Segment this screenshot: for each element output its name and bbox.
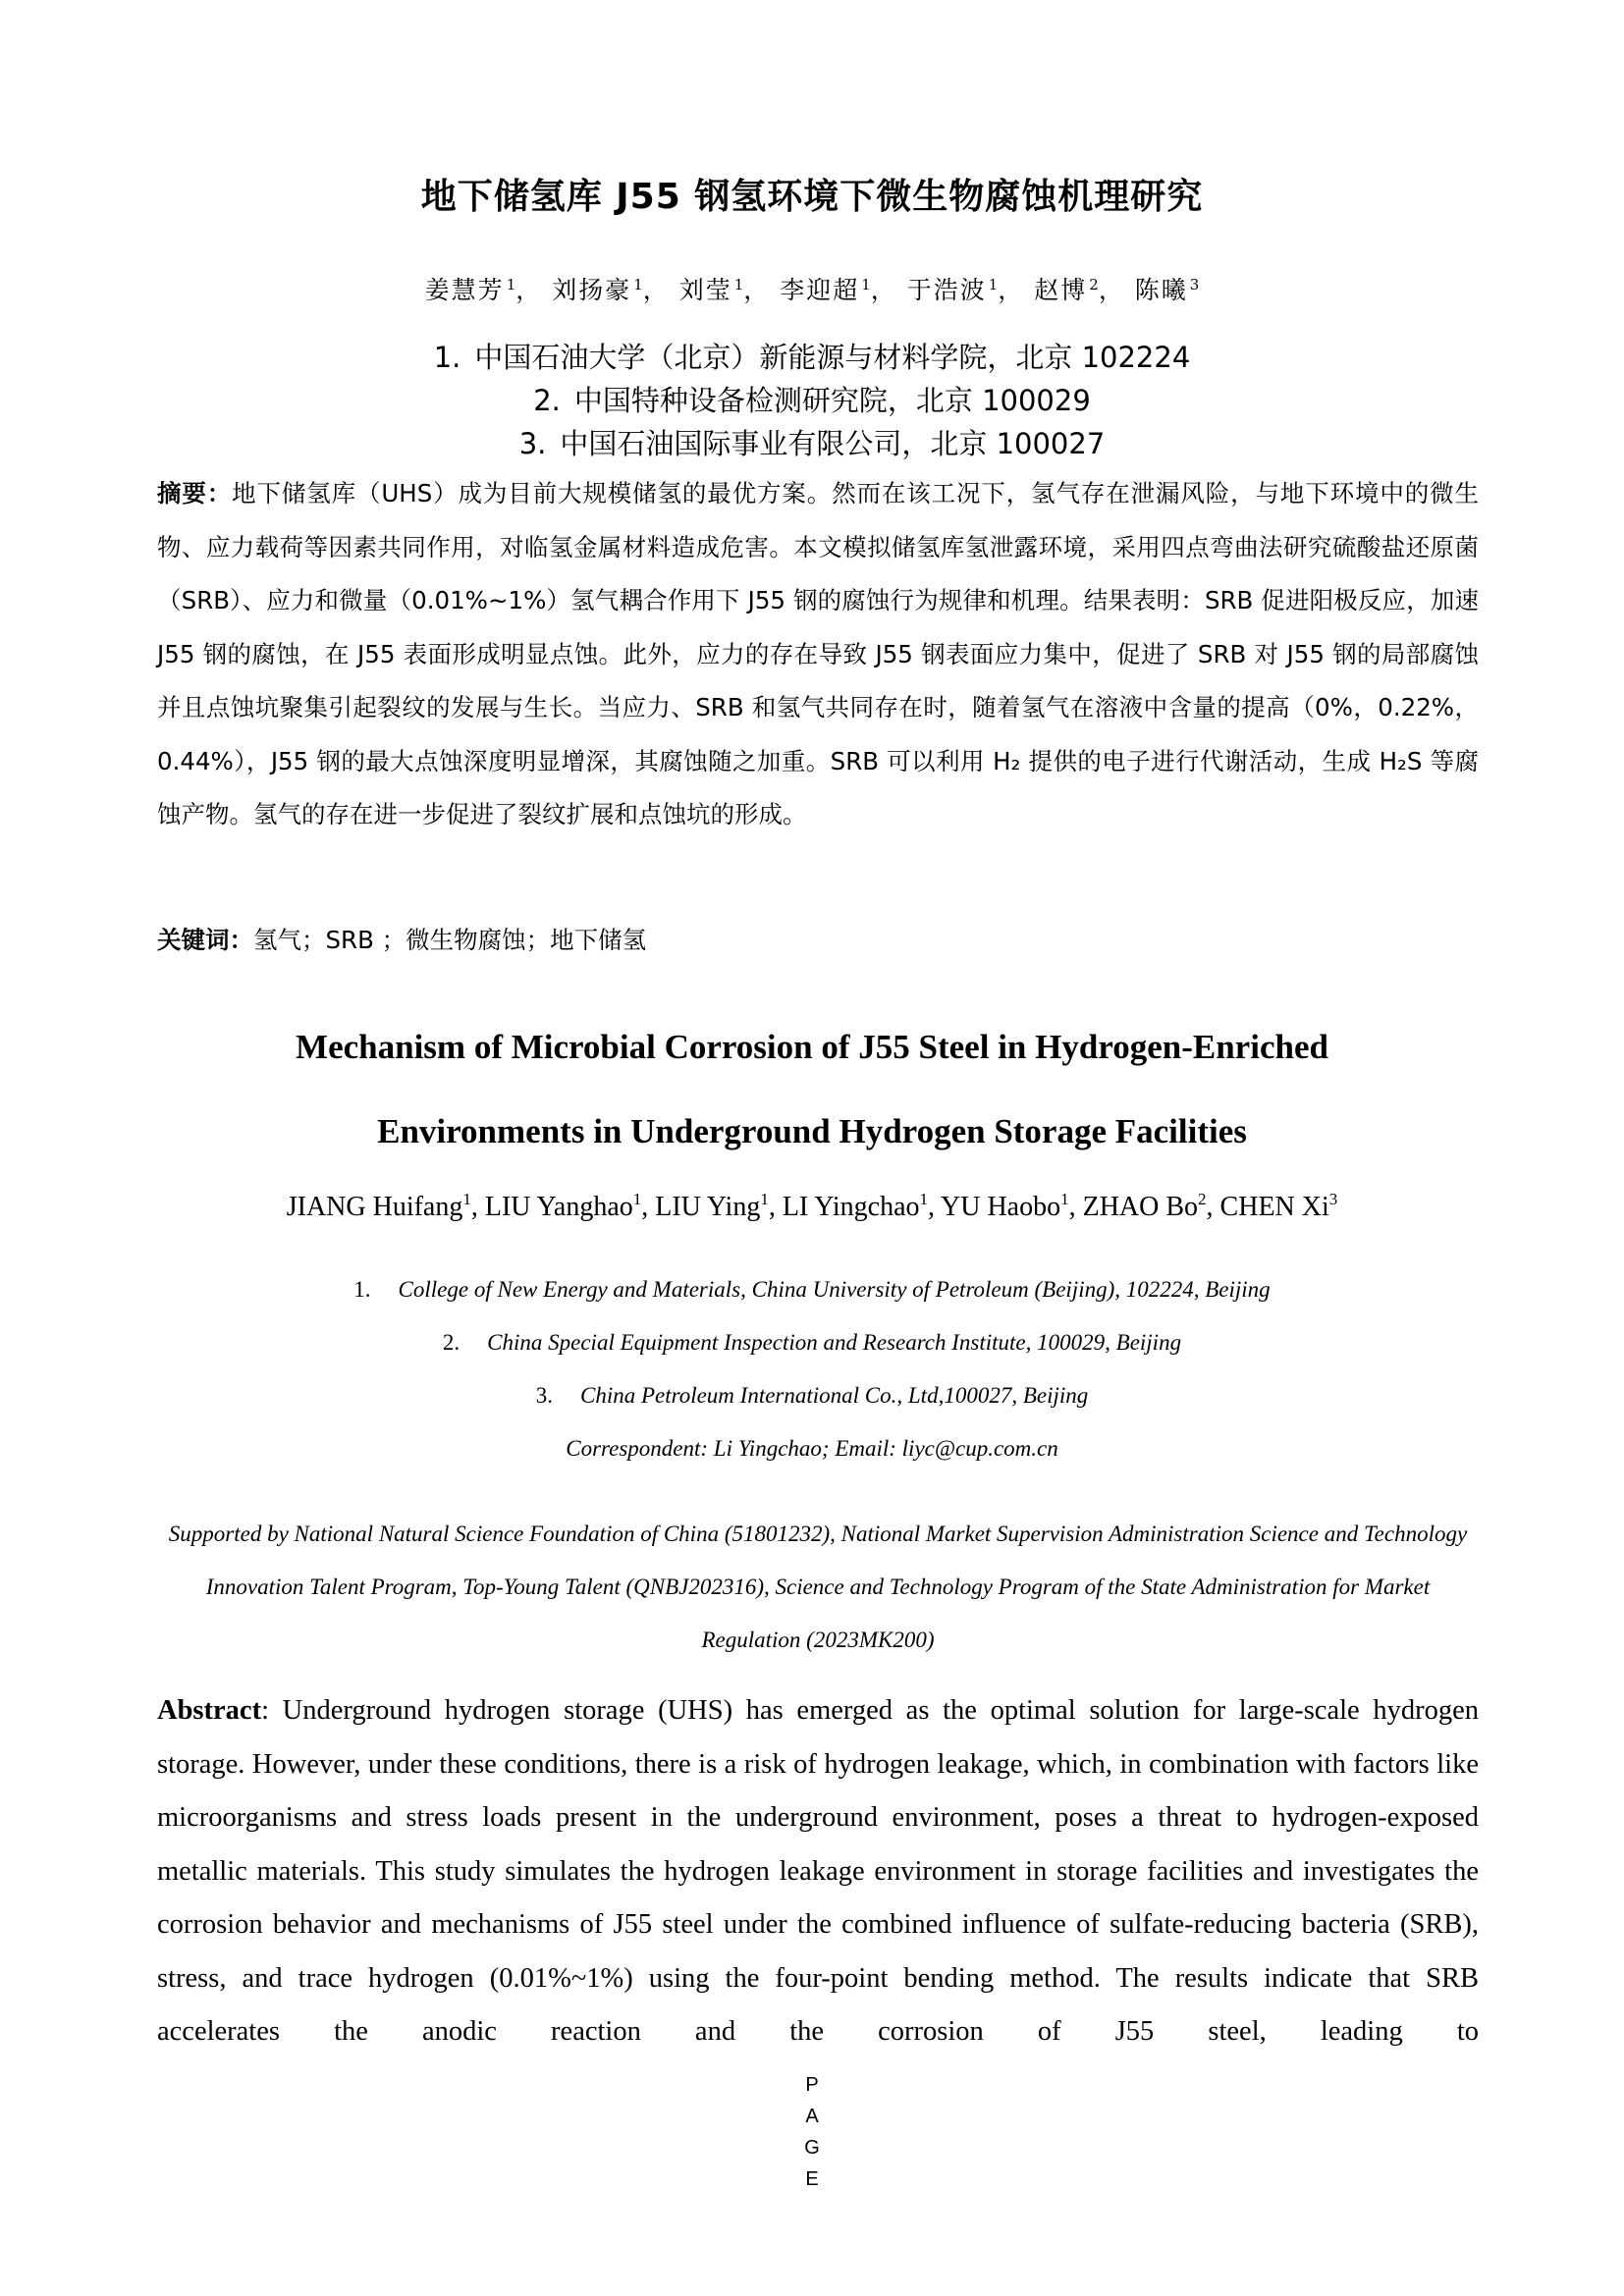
funding-statement: Supported by National Natural Science Foundation of China (51801232), National Market Supervision Administration Science and Technology Innovation Talent Program, Top-Young Talent (QNBJ202316), Science and Technology Program of the State Administration for Market Regulation (2023MK200) — [168, 1522, 1468, 1652]
correspondent-line: Correspondent: Li Yingchao; Email: liyc@cup.com.cn — [566, 1436, 1058, 1461]
english-title: Mechanism of Microbial Corrosion of J55 Steel in Hydrogen-Enriched Environments in Underground Hydrogen Storage Facilities — [296, 1028, 1328, 1150]
author: 姜慧芳 $^1$ — [424, 276, 516, 304]
english-affiliation-3: 3. China Petroleum International Co., Ltd,100027, Beijing — [535, 1383, 1089, 1408]
english-abstract — [157, 1684, 1479, 2059]
author: 陈曦 $^3$ — [1134, 276, 1200, 304]
author: CHEN Xi$^3$ — [1219, 1190, 1338, 1222]
chinese-affiliation-1: 1. 中国石油大学（北京）新能源与材料学院，北京 102224 — [433, 341, 1191, 374]
chinese-title: 地下储氢库 J55 钢氢环境下微生物腐蚀机理研究 — [420, 177, 1204, 217]
page-field-marker: P A G E — [804, 2074, 820, 2190]
abstract-label: Abstract — [157, 1695, 262, 1726]
abstract-body: : Underground hydrogen storage (UHS) has emerged as the optimal solution for large-scale hydrogen storage. However, under these conditions, there is a risk of hydrogen leakage, which, in combination with factors like microorganisms and stress loads present in the underground environment, poses a threat to hydrogen-exposed metallic materials. This study simulates the hydrogen leakage environment in storage facilities and investigates the corrosion behavior and mechanisms of J55 steel under the combined influence of sulfate-reducing bacteria (SRB), stress, and trace hydrogen (0.01%~1%) using the four-point bending method. The results indicate that SRB accelerates the anodic reaction and the corrosion of J55 steel, leading to — [157, 1695, 1479, 2047]
english-affiliation-2: 2. China Special Equipment Inspection and Research Institute, 100029, Beijing — [442, 1330, 1182, 1355]
abstract-body: 地下储氢库（UHS）成为目前大规模储氢的最优方案。然而在该工况下，氢气存在泄漏风险，与地下环境中的微生物、应力载荷等因素共同作用，对临氢金属材料造成危害。本文模拟储氢库氢泄露环境，采用四点弯曲法研究硫酸盐还原菌（SRB）、应力和微量（0.01%~1%）氢气耦合作用下 J55 钢的腐蚀行为规律和机理。结果表明：SRB 促进阳极反应，加速 J55 钢的腐蚀，在 J55 表面形成明显点蚀。此外，应力的存在导致 J55 钢表面应力集中，促进了 SRB 对 J55 钢的局部腐蚀并且点蚀坑聚集引起裂纹的发展与生长。当应力、SRB 和氢气共同存在时，随着氢气在溶液中含量的提高（0%，0.22%，0.44%），J55 钢的最大点蚀深度明显增深，其腐蚀随之加重。SRB 可以利用 H₂ 提供的电子进行代谢活动，生成 H₂S 等腐蚀产物。氢气的存在进一步促进了裂纹扩展和点蚀坑的形成。 — [157, 479, 1479, 828]
chinese-affiliation-3: 3. 中国石油国际事业有限公司，北京 100027 — [518, 427, 1106, 460]
author: LIU Yanghao$^1$ — [484, 1190, 642, 1222]
chinese-keywords — [157, 919, 1479, 962]
author: 于浩波 $^1$ — [906, 276, 999, 304]
chinese-abstract — [157, 467, 1479, 842]
author: YU Haobo$^1$ — [941, 1190, 1069, 1222]
abstract-label: 摘要： — [157, 479, 233, 507]
english-affiliation-1: 1. College of New Energy and Materials, China University of Petroleum (Beijing), 102224, Beijing — [353, 1277, 1271, 1302]
keywords-body: 氢气；SRB ；微生物腐蚀；地下储氢 — [253, 926, 647, 954]
chinese-author-list: 姜慧芳 $^1$， 刘扬豪 $^1$， 刘莹 $^1$， 李迎超 $^1$， 于浩波 $^1$， 赵博 $^2$， 陈曦 $^3$ — [424, 276, 1200, 304]
keywords-label: 关键词： — [157, 926, 253, 954]
author: 李迎超 $^1$ — [780, 276, 871, 304]
author: LI Yingchao$^1$ — [782, 1190, 929, 1222]
author: JIANG Huifang$^1$ — [286, 1190, 471, 1222]
author: LIU Ying$^1$ — [655, 1190, 769, 1222]
author: 赵博 $^2$ — [1034, 276, 1099, 304]
chinese-affiliation-2: 2. 中国特种设备检测研究院，北京 100029 — [533, 384, 1091, 417]
english-author-list: JIANG Huifang$^1$, LIU Yanghao$^1$, LIU Ying$^1$, LI Yingchao$^1$, YU Haobo$^1$, ZHAO Bo$^2$, CHEN Xi$^3$ — [286, 1190, 1338, 1222]
author: ZHAO Bo$^2$ — [1082, 1190, 1207, 1222]
author: 刘莹 $^1$ — [678, 276, 744, 304]
author: 刘扬豪 $^1$ — [552, 276, 643, 304]
